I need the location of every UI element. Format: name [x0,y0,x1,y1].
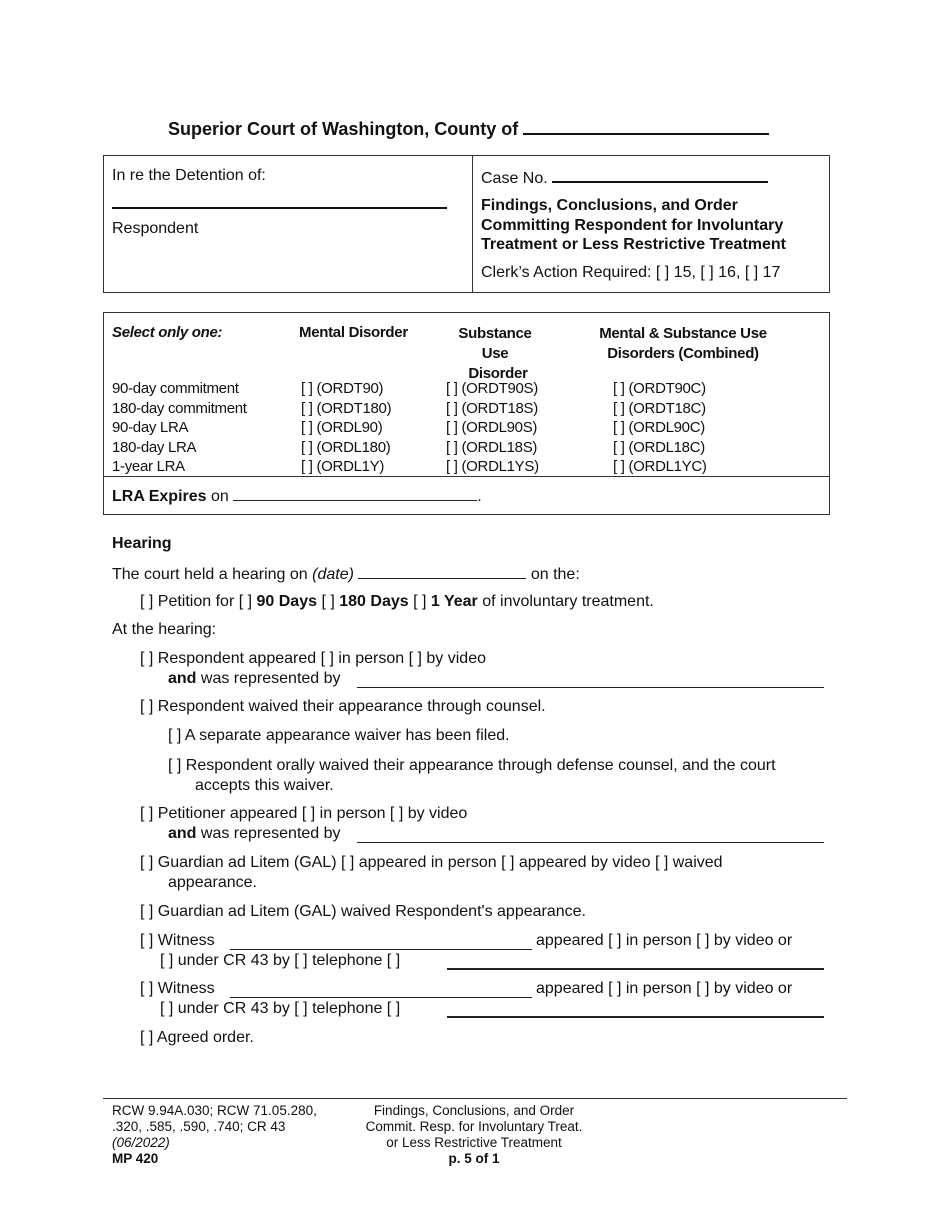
agreed-order[interactable]: [ ] Agreed order. [140,1029,254,1046]
row-label: 1-year LRA [112,458,185,475]
option-combined[interactable]: [ ] (ORDT18C) [613,399,706,417]
county-field[interactable] [523,119,769,135]
court-title-text: Superior Court of Washington, County of [168,119,519,139]
hearing-date-field[interactable] [358,564,526,579]
footer-title-1: Findings, Conclusions, and Order [373,1103,575,1118]
in-re-label: In re the Detention of: [112,167,266,184]
witness-2-under[interactable]: [ ] under CR 43 by [ ] telephone [ ] [160,1000,401,1017]
petition-text-1[interactable]: [ ] Petition for [ ] [140,593,253,610]
option-mental[interactable]: [ ] (ORDL180) [301,438,391,456]
column-header-combined-2: Disorders (Combined) [607,345,759,362]
case-no-field[interactable] [552,167,768,183]
document-title-line-1: Findings, Conclusions, and Order [481,197,738,214]
option-substance[interactable]: [ ] (ORDL90S) [446,419,538,436]
hearing-heading: Hearing [112,535,172,552]
petitioner-represented [168,825,341,843]
petition-text-2[interactable]: [ ] [321,593,335,610]
petition-90-days: 90 Days [256,593,317,610]
caption-box [103,155,830,293]
document-title-line-3: Treatment or Less Restrictive Treatment [481,236,787,253]
witness-2-other-field[interactable] [447,1016,824,1018]
witness-1-other-field[interactable] [447,968,824,970]
row-label: 90-day commitment [112,380,239,397]
hearing-held-text-1: The court held a hearing on [112,566,308,583]
lra-divider [104,476,829,477]
court-title [168,119,769,140]
lra-expires-period: . [477,488,482,505]
hearing-held [112,564,580,584]
footer-form-number: MP 420 [112,1151,159,1166]
and-label: and [168,825,197,842]
column-header-substance [445,324,545,384]
hearing-held-text-2: on the: [530,566,580,583]
witness-1-name-field[interactable] [230,949,532,950]
orally-waived-2: accepts this waiver. [195,777,334,794]
petition-text-4: of involuntary treatment. [482,593,654,610]
footer-rcw-2: .320, .585, .590, .740; CR 43 [112,1119,286,1134]
witness-2-appeared[interactable]: appeared [ ] in person [ ] by video or [536,980,793,997]
column-header-substance-2: Disorder [468,365,528,382]
orally-waived-1[interactable]: [ ] Respondent orally waived their appearance through defense counsel, and the court [168,757,776,774]
lra-expires [112,486,482,506]
caption-divider [472,156,473,292]
option-combined[interactable]: [ ] (ORDL18C) [613,438,705,456]
option-combined[interactable]: [ ] (ORDT90C) [613,380,706,397]
witness-1-appeared[interactable]: appeared [ ] in person [ ] by video or [536,932,793,949]
footer-title-2: Commit. Resp. for Involuntary Treat. [365,1119,583,1134]
clerk-action-required: Clerk’s Action Required: [ ] 15, [ ] 16, [ ] 17 [481,264,781,281]
petition-for [140,593,654,611]
witness-1-under[interactable]: [ ] under CR 43 by [ ] telephone [ ] [160,952,401,969]
table-row [112,457,707,477]
footer-left [112,1103,317,1167]
respondent-counsel-field[interactable] [357,687,824,688]
represented-by-label: was represented by [200,670,341,687]
select-only-one-label: Select only one: [112,324,223,341]
petition-text-3[interactable]: [ ] [413,593,427,610]
document-title-line-2: Committing Respondent for Involuntary [481,216,784,234]
witness-2-name-field[interactable] [230,997,532,998]
at-the-hearing: At the hearing: [112,621,217,638]
row-label: 90-day LRA [112,419,189,436]
respondent-appeared[interactable]: [ ] Respondent appeared [ ] in person [ ] by video [140,650,486,667]
option-combined[interactable]: [ ] (ORDL1YC) [613,458,707,475]
table-row [112,438,707,458]
respondent-name-field[interactable] [112,207,447,209]
table-row [112,418,707,438]
petitioner-appeared[interactable]: [ ] Petitioner appeared [ ] in person [ ] by video [140,805,468,822]
footer-revision-date: (06/2022) [112,1135,170,1150]
witness-1-label[interactable]: [ ] Witness [140,932,215,949]
option-mental[interactable]: [ ] (ORDL1Y) [301,458,385,475]
lra-expires-label: LRA Expires [112,488,207,505]
selection-rows [112,379,707,477]
case-number [481,167,768,188]
lra-expires-date-field[interactable] [233,486,477,501]
option-substance[interactable]: [ ] (ORDL1YS) [446,458,539,475]
option-mental[interactable]: [ ] (ORDL90) [301,419,383,436]
option-mental[interactable]: [ ] (ORDT180) [301,399,392,417]
option-mental[interactable]: [ ] (ORDT90) [301,380,384,397]
commitment-selection-table [103,312,830,515]
petition-180-days: 180 Days [339,593,409,610]
row-label: 180-day LRA [112,438,197,456]
respondent-label: Respondent [112,220,199,237]
option-combined[interactable]: [ ] (ORDL90C) [613,419,705,436]
column-header-combined [598,324,768,364]
petition-1-year: 1 Year [430,593,478,610]
row-label: 180-day commitment [112,399,247,417]
footer-divider [103,1098,847,1099]
and-label: and [168,670,197,687]
option-substance[interactable]: [ ] (ORDT90S) [446,380,538,397]
respondent-waived[interactable]: [ ] Respondent waived their appearance through counsel. [140,698,546,715]
footer-page-number: p. 5 of 1 [448,1151,500,1166]
gal-waived[interactable]: [ ] Guardian ad Litem (GAL) waived Respondent's appearance. [140,903,586,920]
option-substance[interactable]: [ ] (ORDT18S) [446,399,538,417]
column-header-mental: Mental Disorder [299,324,408,341]
footer-rcw-1: RCW 9.94A.030; RCW 71.05.280, [112,1103,317,1118]
table-row [112,379,707,399]
option-substance[interactable]: [ ] (ORDL18S) [446,438,538,456]
column-header-substance-1: Substance Use [458,325,532,362]
gal-appearance-1[interactable]: [ ] Guardian ad Litem (GAL) [ ] appeared in person [ ] appeared by video [ ] waived [140,854,723,871]
lra-expires-on: on [211,488,229,505]
represented-by-label: was represented by [200,825,341,842]
footer-center [344,1103,604,1167]
case-no-label: Case No. [481,170,548,187]
gal-appearance-2: appearance. [168,874,257,891]
table-row [112,399,707,419]
waiver-filed[interactable]: [ ] A separate appearance waiver has been filed. [168,727,510,744]
column-header-combined-1: Mental & Substance Use [599,325,767,342]
witness-2-label[interactable]: [ ] Witness [140,980,215,997]
document-title [481,196,786,255]
hearing-held-date-label: (date) [312,566,354,583]
respondent-represented [168,670,341,688]
petitioner-counsel-field[interactable] [357,842,824,843]
footer-title-3: or Less Restrictive Treatment [386,1135,562,1150]
